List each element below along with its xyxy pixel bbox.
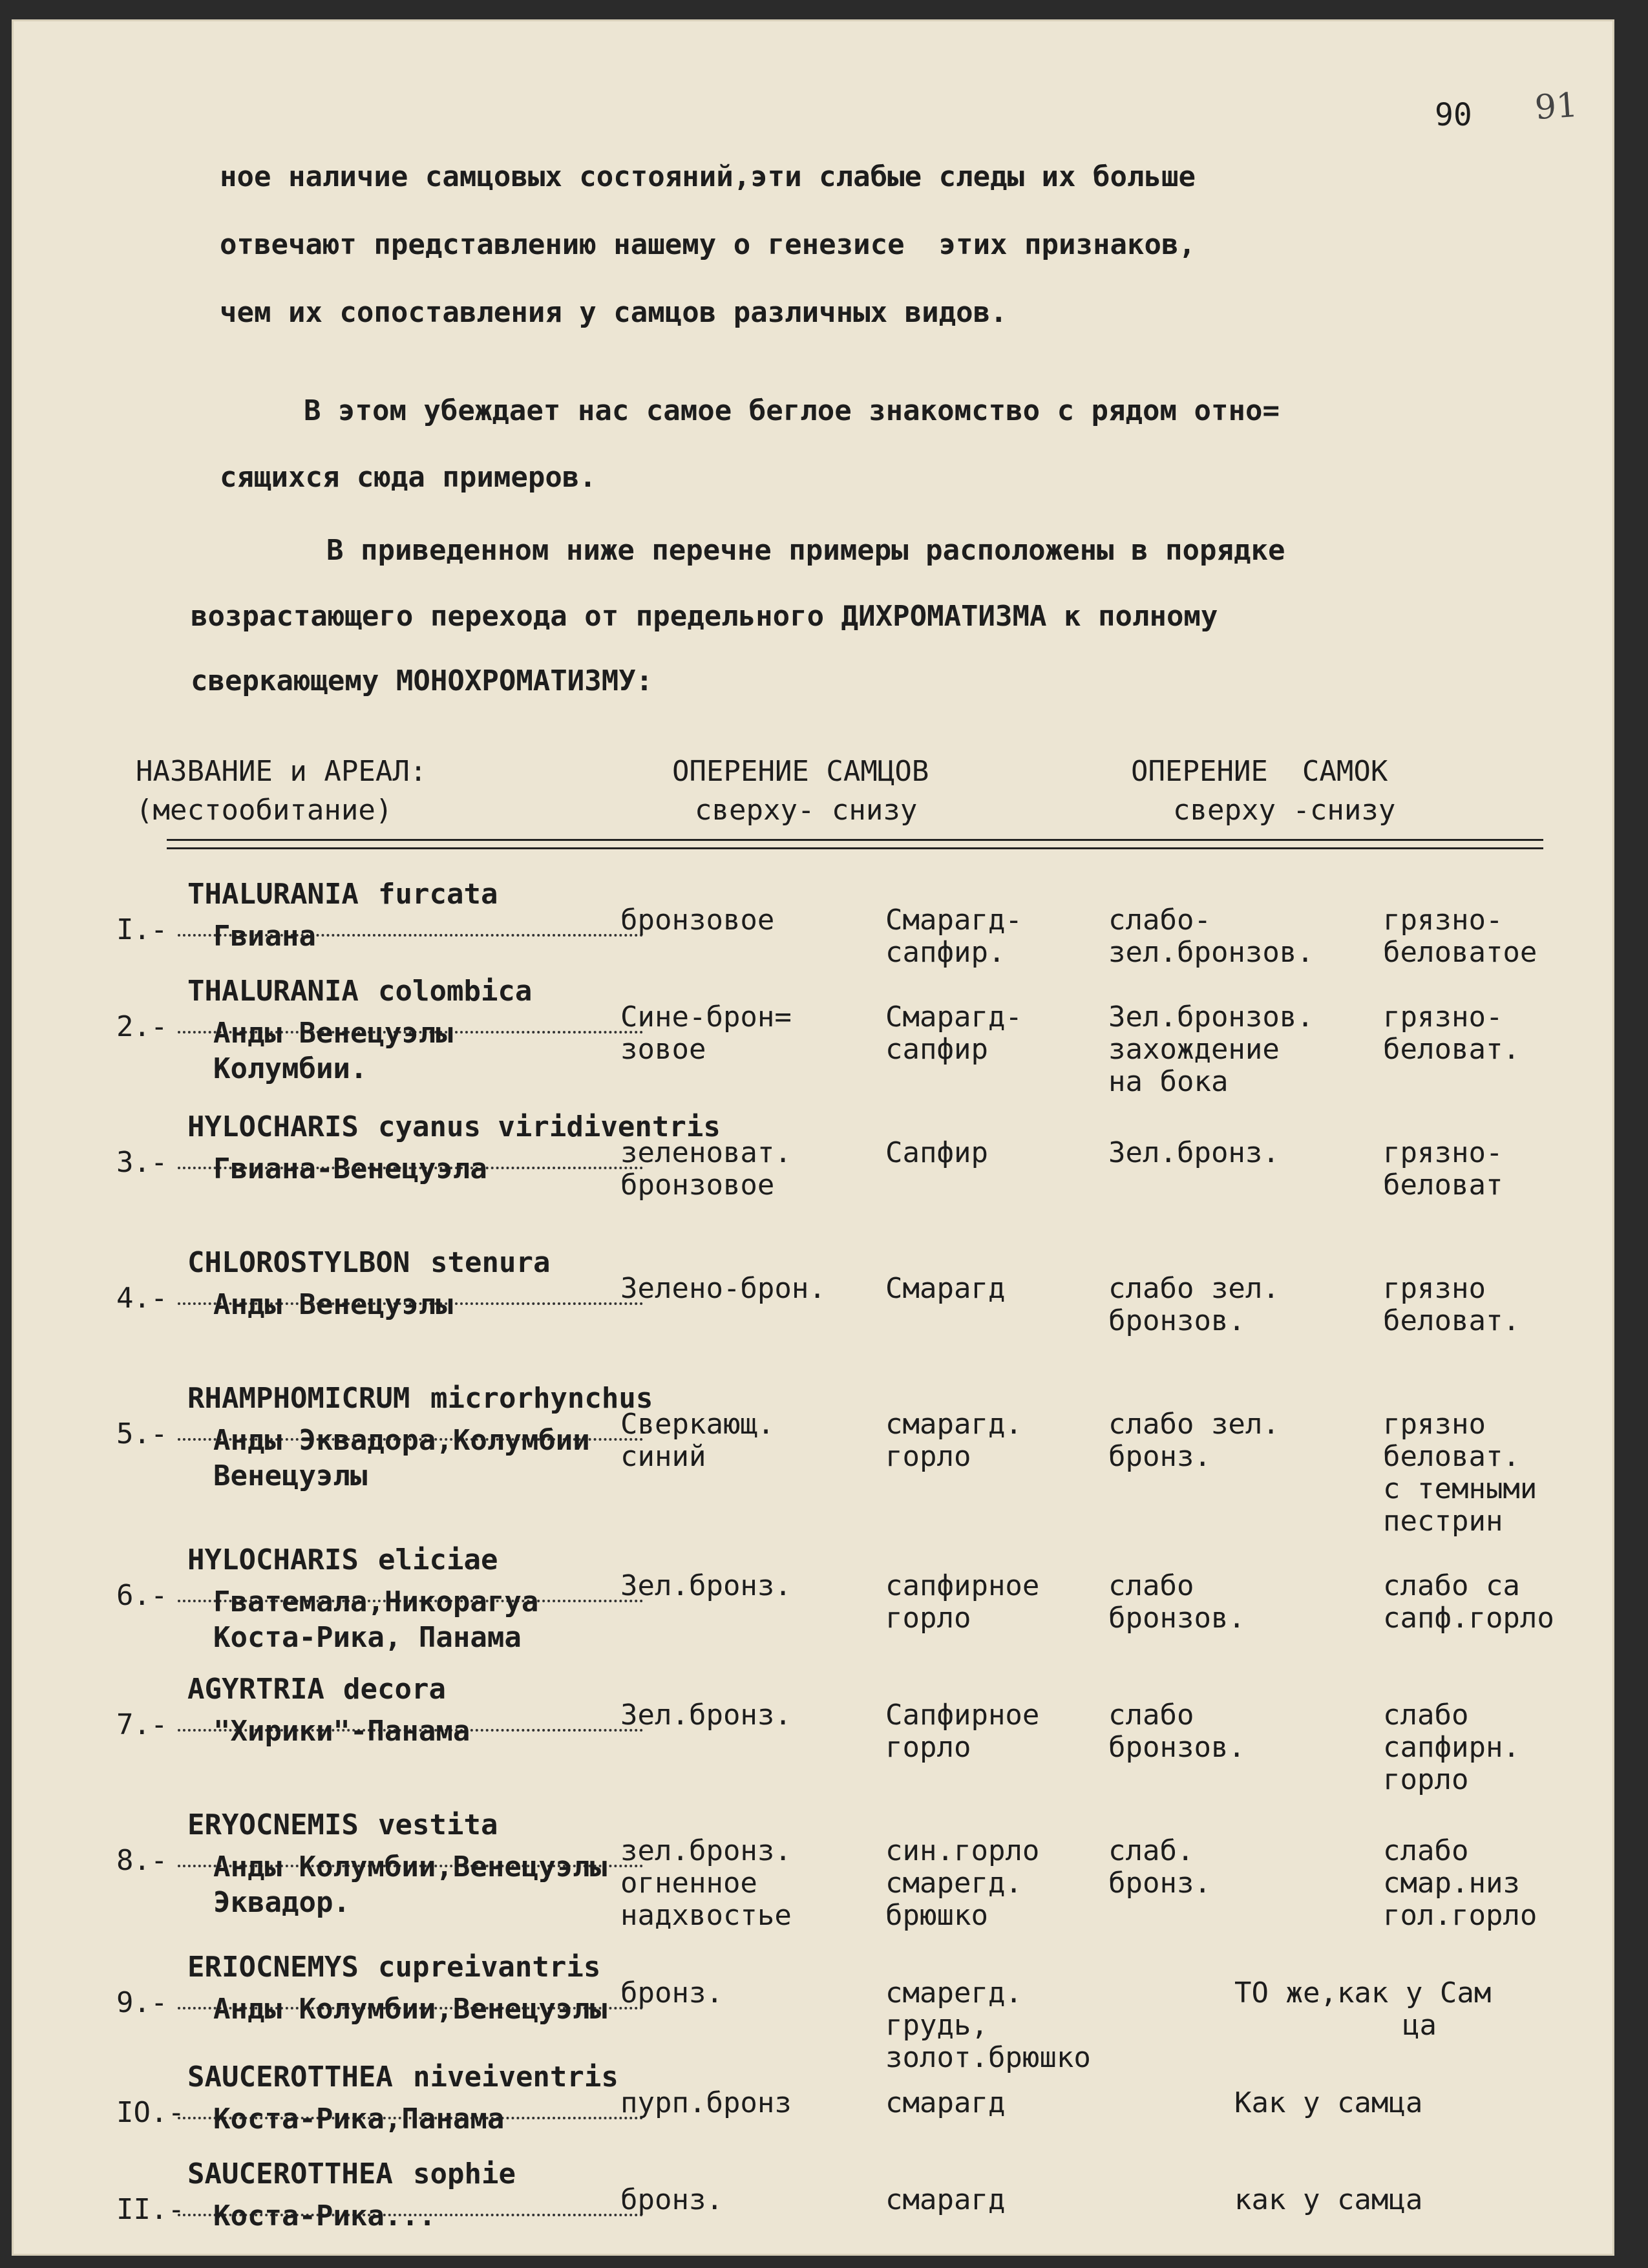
male-upper-plumage: надхвостье <box>620 1899 792 1932</box>
male-lower-plumage: смарагд <box>885 2086 1006 2119</box>
male-upper-plumage: Сверкающ. <box>620 1408 775 1441</box>
habitat-text: Анды Эквадора,Колумбии <box>213 1424 590 1457</box>
female-lower-plumage: горло <box>1383 1763 1469 1796</box>
row-number: 7.- <box>116 1708 168 1741</box>
habitat-text: Гватемала,Никорагуа <box>213 1585 539 1618</box>
row-number: 5.- <box>116 1417 168 1450</box>
female-upper-plumage: на бока <box>1108 1065 1229 1098</box>
habitat-text: Коста-Рика,Панама <box>213 2103 505 2136</box>
row-number: 8.- <box>116 1844 168 1877</box>
male-lower-plumage: золот.брюшко <box>885 2041 1091 2074</box>
female-lower-plumage: грязно <box>1383 1408 1486 1441</box>
habitat-text: Эквадор. <box>213 1886 350 1919</box>
female-plumage-same-as-male: Как у самца <box>1234 2086 1423 2119</box>
female-upper-plumage: бронз. <box>1108 1440 1211 1473</box>
habitat-text: Анды Колумбии,Венецуэлы <box>213 1850 607 1883</box>
habitat-text: "Хирики"-Панама <box>213 1715 470 1748</box>
header-female-plumage: ОПЕРЕНИЕ САМОК <box>1131 755 1388 788</box>
genus-name: ERYOCNEMIS <box>187 1808 359 1841</box>
male-lower-plumage: сапфирное <box>885 1569 1040 1602</box>
female-lower-plumage: беловат. <box>1383 1033 1520 1066</box>
male-lower-plumage: Смарагд <box>885 1272 1006 1305</box>
intro-line: возрастающего перехода от предельного ДИХРОМАТИЗМА к полному <box>191 600 1218 633</box>
species-name: stenura <box>430 1246 551 1279</box>
male-lower-plumage: Сапфир <box>885 1136 988 1169</box>
male-lower-plumage: смарегд. <box>885 1867 1022 1900</box>
female-lower-plumage: пестрин <box>1383 1505 1503 1538</box>
male-lower-plumage: смарегд. <box>885 1977 1022 2009</box>
female-upper-plumage: бронзов. <box>1108 1731 1245 1764</box>
female-upper-plumage: слабо <box>1108 1699 1194 1732</box>
habitat-text: Гвиана-Венецуэла <box>213 1152 487 1185</box>
male-upper-plumage: бронзовое <box>620 904 775 937</box>
intro-line: сверкающему МОНОХРОМАТИЗМУ: <box>191 664 653 697</box>
male-lower-plumage: син.горло <box>885 1834 1040 1867</box>
male-upper-plumage: бронз. <box>620 1977 723 2009</box>
male-lower-plumage: смарагд. <box>885 1408 1022 1441</box>
male-lower-plumage: смарагд <box>885 2183 1006 2216</box>
male-lower-plumage: Сапфирное <box>885 1699 1040 1732</box>
female-lower-plumage: с темными <box>1383 1472 1537 1505</box>
male-upper-plumage: Зел.бронз. <box>620 1699 792 1732</box>
female-lower-plumage: смар.низ <box>1383 1867 1520 1900</box>
male-lower-plumage: горло <box>885 1731 971 1764</box>
female-upper-plumage: бронзов. <box>1108 1304 1245 1337</box>
species-name: microrhynchus <box>430 1382 653 1415</box>
male-upper-plumage: бронз. <box>620 2183 723 2216</box>
genus-name: RHAMPHOMICRUM <box>187 1382 410 1415</box>
habitat-text: Анды Венецуэлы <box>213 1017 453 1050</box>
habitat-text: Колумбии. <box>213 1052 368 1085</box>
species-name: vestita <box>378 1808 498 1841</box>
species-name: eliciae <box>378 1543 498 1576</box>
species-name: sophie <box>413 2157 516 2190</box>
male-upper-plumage: зел.бронз. <box>620 1834 792 1867</box>
female-upper-plumage: слабо зел. <box>1108 1408 1280 1441</box>
female-upper-plumage: слабо зел. <box>1108 1272 1280 1305</box>
female-upper-plumage: Зел.бронз. <box>1108 1136 1280 1169</box>
genus-name: AGYRTRIA <box>187 1673 324 1706</box>
habitat-text: Венецуэлы <box>213 1459 368 1492</box>
genus-name: HYLOCHARIS <box>187 1110 359 1143</box>
female-lower-plumage: беловат. <box>1383 1440 1520 1473</box>
male-lower-plumage: грудь, <box>885 2009 988 2042</box>
habitat-text: Гвиана <box>213 920 316 953</box>
habitat-text: Коста-Рика, Панама <box>213 1621 522 1654</box>
row-number: 4.- <box>116 1282 168 1315</box>
genus-name: CHLOROSTYLBON <box>187 1246 410 1279</box>
female-upper-plumage: бронз. <box>1108 1867 1211 1900</box>
female-upper-plumage: Зел.бронзов. <box>1108 1001 1314 1033</box>
female-lower-plumage: грязно <box>1383 1272 1486 1305</box>
genus-name: HYLOCHARIS <box>187 1543 359 1576</box>
female-plumage-same-as-male: как у самца <box>1234 2183 1423 2216</box>
species-name: niveiventris <box>413 2061 618 2093</box>
female-lower-plumage: сапф.горло <box>1383 1602 1554 1635</box>
male-lower-plumage: горло <box>885 1602 971 1635</box>
male-upper-plumage: пурп.бронз <box>620 2086 792 2119</box>
intro-line: сящихся сюда примеров. <box>220 461 597 494</box>
female-lower-plumage: беловат <box>1383 1169 1503 1202</box>
male-lower-plumage: Смарагд- <box>885 1001 1022 1033</box>
male-lower-plumage: сапфир <box>885 1033 988 1066</box>
female-upper-plumage: захождение <box>1108 1033 1280 1066</box>
row-number: 9.- <box>116 1986 168 2019</box>
intro-line: В этом убеждает нас самое беглое знакомство с рядом отно= <box>304 394 1280 427</box>
header-name-area: НАЗВАНИЕ и АРЕАЛ: <box>136 755 427 788</box>
female-lower-plumage: беловат. <box>1383 1304 1520 1337</box>
species-name: cyanus viridiventris <box>378 1110 721 1143</box>
genus-name: SAUCEROTTHEA <box>187 2157 393 2190</box>
row-number: 3.- <box>116 1146 168 1179</box>
female-lower-plumage: грязно- <box>1383 1136 1503 1169</box>
female-plumage-same-as-male: ТО же,как у Сам <box>1234 1977 1492 2009</box>
male-upper-plumage: огненное <box>620 1867 757 1900</box>
species-name: furcata <box>378 878 498 911</box>
page-number: 90 <box>1435 97 1472 133</box>
row-number: I.- <box>116 913 168 946</box>
header-female-sides: сверху -снизу <box>1173 794 1396 827</box>
male-upper-plumage: Зелено-брон. <box>620 1272 826 1305</box>
male-upper-plumage: Зел.бронз. <box>620 1569 792 1602</box>
header-habitat: (местообитание) <box>136 794 393 827</box>
genus-name: ERIOCNEMYS <box>187 1951 359 1984</box>
intro-line: чем их сопоставления у самцов различных видов. <box>220 296 1008 329</box>
female-plumage-same-as-male: ца <box>1402 2009 1437 2042</box>
female-upper-plumage: слабо <box>1108 1569 1194 1602</box>
female-upper-plumage: бронзов. <box>1108 1602 1245 1635</box>
species-name: decora <box>343 1673 446 1706</box>
row-number: II.- <box>116 2193 185 2226</box>
species-name: colombica <box>378 975 533 1008</box>
habitat-text: Анды Венецуэлы <box>213 1288 453 1321</box>
female-lower-plumage: беловатое <box>1383 936 1537 969</box>
habitat-text: Коста-Рика... <box>213 2199 436 2232</box>
intro-line: отвечают представлению нашему о генезисе этих признаков, <box>220 228 1196 261</box>
handwritten-page-number: 91 <box>1533 85 1579 128</box>
male-lower-plumage: брюшко <box>885 1899 988 1932</box>
header-male-sides: сверху- снизу <box>695 794 918 827</box>
male-upper-plumage: зеленоват. <box>620 1136 792 1169</box>
intro-line: В приведенном ниже перечне примеры расположены в порядке <box>326 534 1285 567</box>
female-lower-plumage: слабо <box>1383 1834 1469 1867</box>
female-upper-plumage: слаб. <box>1108 1834 1194 1867</box>
female-lower-plumage: сапфирн. <box>1383 1731 1520 1764</box>
male-lower-plumage: Смарагд- <box>885 904 1022 937</box>
genus-name: THALURANIA <box>187 975 359 1008</box>
habitat-text: Анды Колумбии,Венецуэлы <box>213 1993 607 2026</box>
female-lower-plumage: слабо <box>1383 1699 1469 1732</box>
genus-name: THALURANIA <box>187 878 359 911</box>
male-lower-plumage: горло <box>885 1440 971 1473</box>
header-double-rule <box>167 839 1543 849</box>
row-number: 2.- <box>116 1010 168 1043</box>
male-upper-plumage: бронзовое <box>620 1169 775 1202</box>
female-lower-plumage: слабо са <box>1383 1569 1520 1602</box>
intro-line: ное наличие самцовых состояний,эти слабые следы их больше <box>220 160 1196 193</box>
female-lower-plumage: гол.горло <box>1383 1899 1537 1932</box>
female-upper-plumage: зел.бронзов. <box>1108 936 1314 969</box>
row-number: IO.- <box>116 2096 185 2129</box>
row-number: 6.- <box>116 1579 168 1612</box>
male-lower-plumage: сапфир. <box>885 936 1006 969</box>
female-upper-plumage: слабо- <box>1108 904 1211 937</box>
male-upper-plumage: Сине-брон= <box>620 1001 792 1033</box>
female-lower-plumage: грязно- <box>1383 1001 1503 1033</box>
header-male-plumage: ОПЕРЕНИЕ САМЦОВ <box>672 755 929 788</box>
species-name: cupreivantris <box>378 1951 601 1984</box>
female-lower-plumage: грязно- <box>1383 904 1503 937</box>
male-upper-plumage: синий <box>620 1440 706 1473</box>
genus-name: SAUCEROTTHEA <box>187 2061 393 2093</box>
male-upper-plumage: зовое <box>620 1033 706 1066</box>
